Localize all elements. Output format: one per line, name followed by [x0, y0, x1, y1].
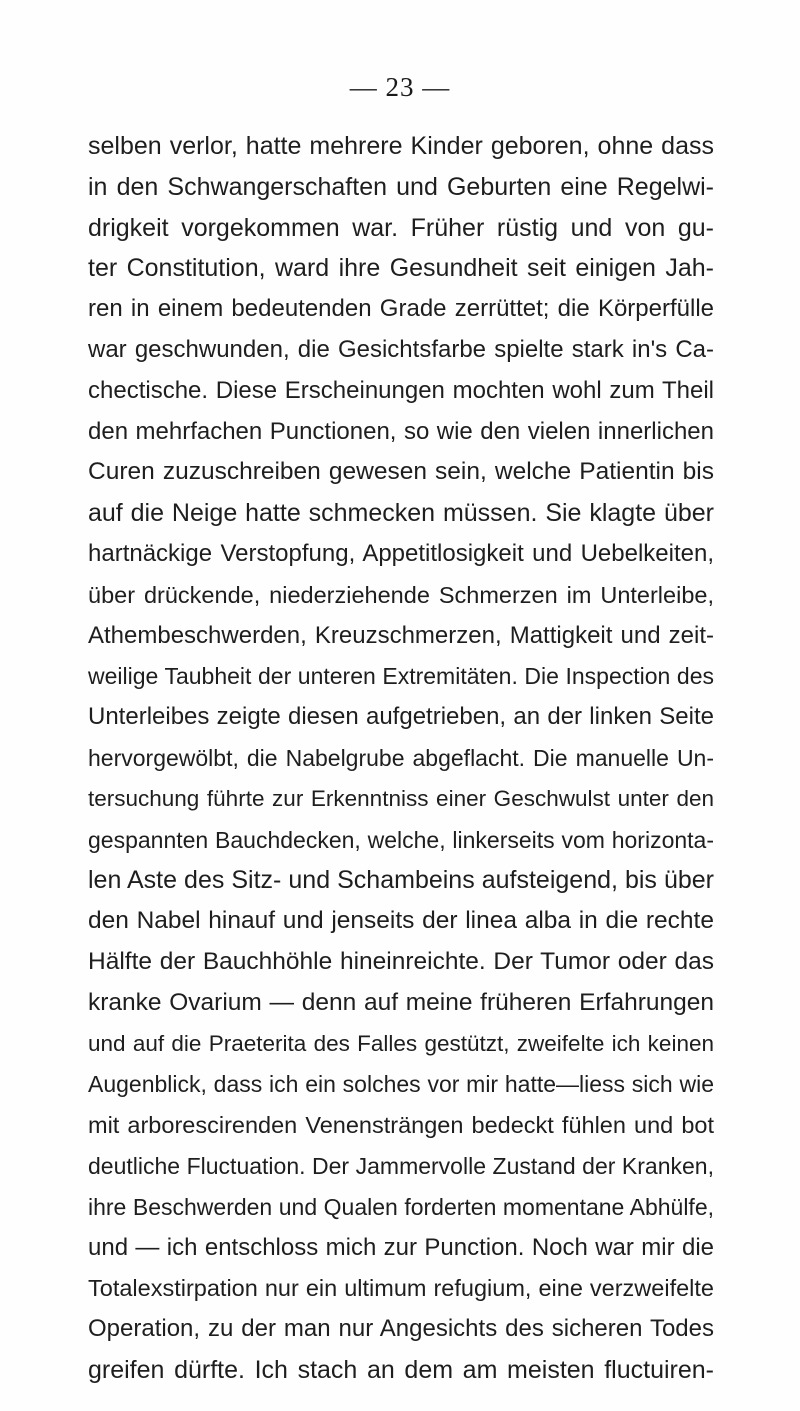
text-line: ihre Beschwerden und Qualen forderten momentane Abhülfe, — [88, 1193, 714, 1220]
text-line: Unterleibes zeigte diesen aufgetrieben, an der linken Seite — [88, 703, 714, 731]
text-line: Curen zuzuschreiben gewesen sein, welche Patientin bis — [88, 458, 714, 486]
body-text — [88, 126, 714, 1391]
text-line: drigkeit vorgekommen war. Früher rüstig und von gu- — [88, 213, 714, 242]
page-number: — 23 — — [349, 72, 451, 102]
text-line: ter Constitution, ward ihre Gesundheit seit einigen Jah- — [88, 254, 714, 283]
text-line: auf die Neige hatte schmecken müssen. Sie klagte über — [88, 499, 714, 528]
text-line: und auf die Praeterita des Falles gestützt, zweifelte ich keinen — [88, 1030, 714, 1056]
text-line: und — ich entschloss mich zur Punction. Noch war mir die — [88, 1233, 714, 1261]
text-line: tersuchung führte zur Erkenntniss einer Geschwulst unter den — [88, 785, 714, 811]
text-line: Hälfte der Bauchhöhle hineinreichte. Der Tumor oder das — [88, 947, 714, 975]
text-line: über drückende, niederziehende Schmerzen im Unterleibe, — [88, 581, 714, 608]
text-line: den Nabel hinauf und jenseits der linea alba in die rechte — [88, 907, 714, 935]
text-line: mit arborescirenden Venensträngen bedeckt fühlen und bot — [88, 1112, 714, 1139]
text-line: selben verlor, hatte mehrere Kinder geboren, ohne dass — [88, 132, 714, 160]
text-line: war geschwunden, die Gesichtsfarbe spielte stark in's Ca- — [88, 335, 714, 363]
text-line: den mehrfachen Punctionen, so wie den vielen innerlichen — [88, 417, 714, 445]
text-line: gespannten Bauchdecken, welche, linkerseits vom horizonta- — [88, 826, 714, 853]
text-line: hervorgewölbt, die Nabelgrube abgeflacht. Die manuelle Un- — [88, 744, 714, 771]
text-line: greifen dürfte. Ich stach an dem am meisten fluctuiren- — [88, 1355, 714, 1384]
text-line: chectische. Diese Erscheinungen mochten wohl zum Theil — [88, 376, 714, 404]
text-line: deutliche Fluctuation. Der Jammervolle Zustand der Kranken, — [88, 1152, 714, 1179]
text-line: Athembeschwerden, Kreuzschmerzen, Mattigkeit und zeit- — [88, 621, 714, 649]
text-line: Totalexstirpation nur ein ultimum refugium, eine verzweifelte — [88, 1275, 714, 1302]
text-line: hartnäckige Verstopfung, Appetitlosigkeit und Uebelkeiten, — [88, 539, 714, 567]
text-line: weilige Taubheit der unteren Extremitäten. Die Inspection des — [88, 663, 714, 690]
text-line: Operation, zu der man nur Angesichts des sicheren Todes — [88, 1315, 714, 1343]
text-line: Augenblick, dass ich ein solches vor mir hatte—liess sich wie — [88, 1071, 714, 1098]
text-line: in den Schwangerschaften und Geburten eine Regelwi- — [88, 172, 714, 201]
text-line: ren in einem bedeutenden Grade zerrüttet; die Körperfülle — [88, 295, 714, 323]
text-line: len Aste des Sitz- und Schambeins aufsteigend, bis über — [88, 866, 714, 895]
text-line: kranke Ovarium — denn auf meine früheren Erfahrungen — [88, 988, 714, 1016]
